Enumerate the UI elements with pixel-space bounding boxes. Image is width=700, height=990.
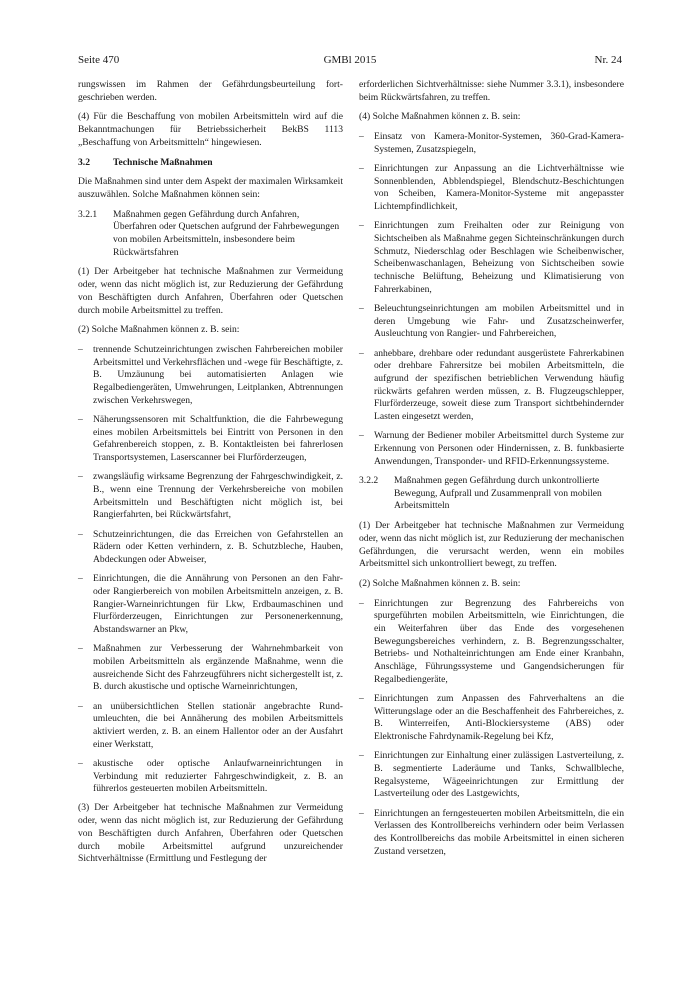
list-item: – Einrichtungen zum Anpassen des Fahrverhaltens an die Witterungslage oder an die Beschaffenheit des Fahrbereiches, z. B. Winterreifen, Anti-Blockiersysteme (ABS) oder Elektronische Fahrdynamik-Regelung bei Kfz, — [359, 693, 624, 744]
list-item: – anhebbare, drehbare oder redundant ausgerüstete Fahrerkabinen oder drehbare Fahrersitze bei mobilen Arbeitsmitteln, die aufgrund der spezifischen betrieblichen Verwendung häufig rückwärts gefahren werden müssen, z. B. Flugzeugschlepper, Flurförderzeuge, soweit diese zum Transport sichtbehindernder Lasten eingesetzt werden, — [359, 348, 624, 424]
list-item: – Schutzeinrichtungen, die das Erreichen von Gefahrstellen an Rädern oder Ketten verhindern, z. B. Schutzbleche, Hauben, Abdeckungen oder Abweiser, — [78, 529, 343, 567]
paragraph: (2) Solche Maßnahmen können z. B. sein: — [359, 577, 521, 589]
list-item: – trennende Schutzeinrichtungen zwischen Fahrbereichen mobiler Arbeitsmittel und Verkehrsflächen und -wege für Beschäftigte, z. B. Umzäunung bei automatisierten Anlagen wie Regalbediengeräten, Umwehrungen, Leitplanken, Abtrennungen zwischen Verkehrswegen, — [78, 344, 343, 408]
list-item: – Einrichtungen zur Begrenzung des Fahrbereichs von spurgeführten mobilen Arbeitsmitteln, wie Einrichtungen, die ein Weiterfahren über das Ende des vorgesehenen Bewegungsbereiches verhindern, z. B. Begrenzungsschalter, Betriebs- und Nothalteinrichtungen am Ende einer Kranbahn, Anschläge, Führungssysteme und Gangendsicherungen für Regalbediengeräte, — [359, 598, 624, 687]
page-number: Seite 470 — [78, 54, 120, 66]
list-item: – an unübersichtlichen Stellen stationär angebrachte Rundumleuchten, die bei Annäherung des mobilen Arbeitsmittels aktiviert werden, z. B. an einem Hallentor oder an der Ausfahrt einer Werkstatt, — [78, 701, 343, 752]
list-item: – Einrichtungen zur Anpassung an die Lichtverhältnisse wie Sonnenblenden, Abblendspiegel, Blendschutz-Beschichtungen von Scheiben, Kamera-Monitor-Systeme mit angepasster Lichtempfindlichkeit, — [359, 163, 624, 214]
issue-number: Nr. 24 — [594, 54, 622, 66]
list-item: – Maßnahmen zur Verbesserung der Wahrnehmbarkeit von mobilen Arbeitsmitteln als ergänzende Maßnahme, wenn die ausreichende Sicht des Fahrzeugführers nicht sichergestellt ist, z. B. durch akustische und optische Warneinrichtungen, — [78, 643, 343, 694]
section-title: Technische Maßnahmen — [113, 156, 213, 168]
measure-list — [78, 344, 343, 796]
list-item: – akustische oder optische Anlaufwarneinrichtungen in Verbindung mit reduzierter Fahrgeschwindigkeit, z. B. an führerlos gesteuerten mobilen Arbeitsmitteln. — [78, 758, 343, 796]
paragraph: (3) Der Arbeitgeber hat technische Maßnahmen zur Vermeidung oder, wenn das nicht möglich ist, zur Reduzierung der Gefährdung von Beschäftigten durch Anfahren, Überfahren oder Quetschen durch mobile Arbeitsmittel aufgrund unzureichender Sichtverhältnisse (Ermittlung und Festlegung der — [78, 802, 343, 865]
list-item: – Einrichtungen zum Freihalten oder zur Reinigung von Sichtscheiben als Maßnahme gegen Sichteinschränkungen durch Schmutz, Niederschlag oder Beschlagen wie Scheibenwischer, Scheibenwaschanlagen, Beheizung von Sichtscheiben sowie technische Belüftung, Beheizung und Klimatisierung von Fahrerkabinen, — [359, 220, 624, 296]
paragraph: (4) Solche Maßnahmen können z. B. sein: — [359, 111, 521, 123]
list-item: – Einsatz von Kamera-Monitor-Systemen, 360-Grad-Kamera-Systemen, Zusatzspiegeln, — [359, 131, 624, 156]
subsection-heading — [78, 209, 343, 260]
measure-list — [359, 131, 624, 468]
list-item: – Beleuchtungseinrichtungen am mobilen Arbeitsmittel und in deren Umgebung wie Fahr- und Zusatzscheinwerfer, Ausleuchtung von Rangier- und Fahrbereichen, — [359, 303, 624, 341]
paragraph: (1) Der Arbeitgeber hat technische Maßnahmen zur Vermeidung oder, wenn das nicht möglich ist, zur Reduzierung der Gefährdung von Beschäftigten durch Anfahren, Überfahren oder Quetschen durch mobile Arbeitsmittel zu treffen. — [78, 266, 343, 316]
right-column — [359, 79, 624, 865]
list-item: – Näherungssensoren mit Schaltfunktion, die die Fahrbewegung eines mobilen Arbeitsmittels bei Eintritt von Personen in den Gefahrenbereich stoppen, z. B. Kontaktleisten bei fahrerlosen Transportsystemen, Laserscanner bei Flurförderzeugen, — [78, 414, 343, 465]
list-item: – Einrichtungen an ferngesteuerten mobilen Arbeitsmitteln, die ein Verlassen des Kontrollbereichs verhindern oder beim Verlassen des Kontrollbereichs das mobile Arbeitsmittel in einen sicheren Zustand versetzen, — [359, 808, 624, 859]
list-item: – Einrichtungen zur Einhaltung einer zulässigen Lastverteilung, z. B. segmentierte Laderäume und Tanks, Schwallbleche, Regalsysteme, Wägeeinrichtungen zur Ermittlung der Lastverteilung oder des Lastgewichts, — [359, 750, 624, 801]
subsection-number: 3.2.1 — [78, 208, 98, 220]
subsection-heading — [359, 475, 624, 513]
section-number: 3.2 — [78, 156, 90, 168]
list-item: – Einrichtungen, die die Annährung von Personen an den Fahr- oder Rangierbereich von mobilen Arbeitsmitteln anzeigen, z. B. Rangier-Warneinrichtungen für Lkw, Erdbaumaschinen und Flurförderzeugen, Einrichtungen zur Personenerkennung, Abstandswarner an Pkw, — [78, 573, 343, 637]
paragraph: (2) Solche Maßnahmen können z. B. sein: — [78, 324, 240, 336]
journal-title: GMBl 2015 — [323, 54, 377, 66]
page-header — [78, 54, 622, 70]
paragraph: Die Maßnahmen sind unter dem Aspekt der maximalen Wirksamkeit auszuwählen. Solche Maßnahmen können sein: — [78, 176, 343, 200]
section-heading — [78, 157, 343, 170]
left-column — [78, 79, 343, 873]
paragraph: (1) Der Arbeitgeber hat technische Maßnahmen zur Vermeidung oder, wenn das nicht möglich ist, zur Reduzierung der mechanischen Gefährdungen, die verursacht werden, wenn ein mobiles Arbeitsmittel sich unkontrolliert bewegt, zu treffen. — [359, 520, 624, 570]
paragraph: rungswissen im Rahmen der Gefährdungsbeurteilung fortgeschrieben werden. — [78, 79, 343, 103]
measure-list — [359, 598, 624, 859]
subsection-title: Maßnahmen gegen Gefährdung durch Anfahren, Überfahren oder Quetschen aufgrund der Fahrbewegungen von mobilen Arbeitsmitteln, insbesondere beim Rückwärtsfahren — [113, 208, 340, 258]
paragraph: (4) Für die Beschaffung von mobilen Arbeitsmitteln wird auf die Bekanntmachungen für Betriebssicherheit BekBS 1113 „Beschaffung von Arbeitsmitteln“ hingewiesen. — [78, 111, 343, 148]
list-item: – zwangsläufig wirksame Begrenzung der Fahrgeschwindigkeit, z. B., wenn eine Trennung der Verkehrsbereiche von mobilen Arbeitsmitteln und Beschäftigten nicht möglich ist, bei Rangierfahrten, bei Rückwärtsfahrt, — [78, 471, 343, 522]
subsection-title: Maßnahmen gegen Gefährdung durch unkontrollierte Bewegung, Aufprall und Zusammenprall von mobilen Arbeitsmitteln — [394, 474, 602, 512]
list-item: – Warnung der Bediener mobiler Arbeitsmittel durch Systeme zur Erkennung von Personen oder Hindernissen, z. B. funkbasierte Anwendungen, Transponder- und RFID-Erkennungssysteme. — [359, 430, 624, 468]
paragraph: erforderlichen Sichtverhältnisse: siehe Nummer 3.3.1), insbesondere beim Rückwärtsfahren, zu treffen. — [359, 79, 624, 103]
subsection-number: 3.2.2 — [359, 474, 379, 486]
